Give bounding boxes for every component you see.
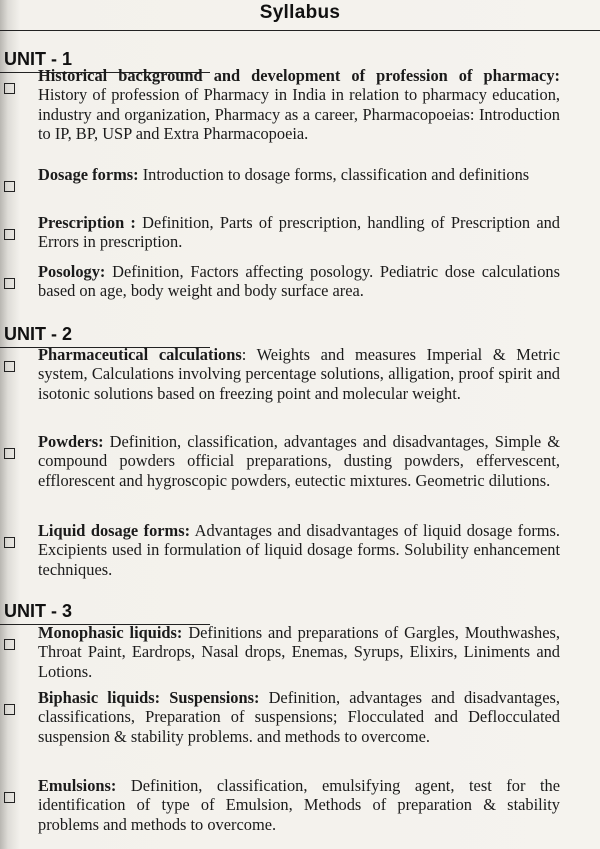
item-body: Advantages and disadvantages of liquid dosage forms. Excipients used in formulation of liquid dosage forms. Solubility enhancement techniques.: [38, 521, 561, 579]
item-body: : Weights and measures Imperial & Metric system, Calculations involving percentage solutions, alligation, proof spirit and isotonic solutions based on freezing point and molecular weight.: [38, 345, 560, 403]
item-text: [38, 345, 560, 403]
item-text: [38, 432, 560, 490]
item-heading: Powders:: [38, 432, 104, 451]
checkbox-icon: [4, 639, 15, 650]
item-body: Definition, classification, advantages and disadvantages, Simple & compound powders official preparations, dusting powders, effervescent, efflorescent and hygroscopic powders, eutectic mixtures. Geometric dilutions.: [38, 432, 560, 490]
item-heading: Monophasic liquids:: [38, 623, 183, 642]
item-text: [38, 688, 560, 746]
item-heading: Dosage forms:: [38, 165, 139, 184]
item-text: [38, 66, 560, 143]
checkbox-icon: [4, 278, 15, 289]
title-bar: [0, 0, 600, 38]
item-heading: Historical background and development of profession of pharmacy:: [38, 66, 560, 85]
item-heading: Prescription :: [38, 213, 136, 232]
item-heading: Liquid dosage forms:: [38, 521, 191, 540]
item-text: [38, 262, 560, 301]
item-text: [38, 776, 560, 834]
item-heading: Pharmaceutical calculations: [38, 345, 242, 364]
item-text: [38, 213, 560, 252]
checkbox-icon: [4, 83, 15, 94]
item-heading: Biphasic liquids: Suspensions:: [38, 688, 260, 707]
checkbox-icon: [4, 704, 15, 715]
item-body: Definition, advantages and disadvantages, classifications, Preparation of suspensions; Flocculated and Deflocculated suspension & stability problems. and methods to overcome.: [38, 688, 560, 746]
item-body: Definitions and preparations of Gargles, Mouthwashes, Throat Paint, Eardrops, Nasal drops, Enemas, Syrups, Elixirs, Liniments and Lotions.: [38, 623, 560, 681]
item-heading: Posology:: [38, 262, 106, 281]
unit-2-heading: UNIT - 2: [4, 324, 73, 344]
item-heading: Emulsions:: [38, 776, 117, 795]
item-body: Definition, Parts of prescription, handling of Prescription and Errors in prescription.: [38, 213, 560, 252]
checkbox-icon: [4, 537, 15, 548]
title-rule: [0, 30, 600, 31]
page-title: Syllabus: [259, 2, 341, 23]
item-body: Definition, classification, emulsifying agent, test for the identification of type of Emulsion, Methods of preparation & stability problems and methods to overcome.: [38, 776, 560, 834]
item-body: Introduction to dosage forms, classification and definitions: [138, 165, 530, 184]
checkbox-icon: [4, 792, 15, 803]
checkbox-icon: [4, 361, 15, 372]
checkbox-icon: [4, 448, 15, 459]
unit-1-heading: UNIT - 1: [4, 49, 73, 69]
item-text: [38, 521, 560, 579]
item-body: History of profession of Pharmacy in India in relation to pharmacy education, industry and organization, Pharmacy as a career, Pharmacopoeias: Introduction to IP, BP, USP and Extra Pharmacopoeia.: [38, 85, 560, 143]
item-body: Definition, Factors affecting posology. Pediatric dose calculations based on age, body weight and body surface area.: [38, 262, 560, 301]
item-text: [38, 623, 560, 681]
checkbox-icon: [4, 181, 15, 192]
checkbox-icon: [4, 229, 15, 240]
unit-3-heading: UNIT - 3: [4, 601, 73, 621]
item-text: [38, 165, 560, 184]
